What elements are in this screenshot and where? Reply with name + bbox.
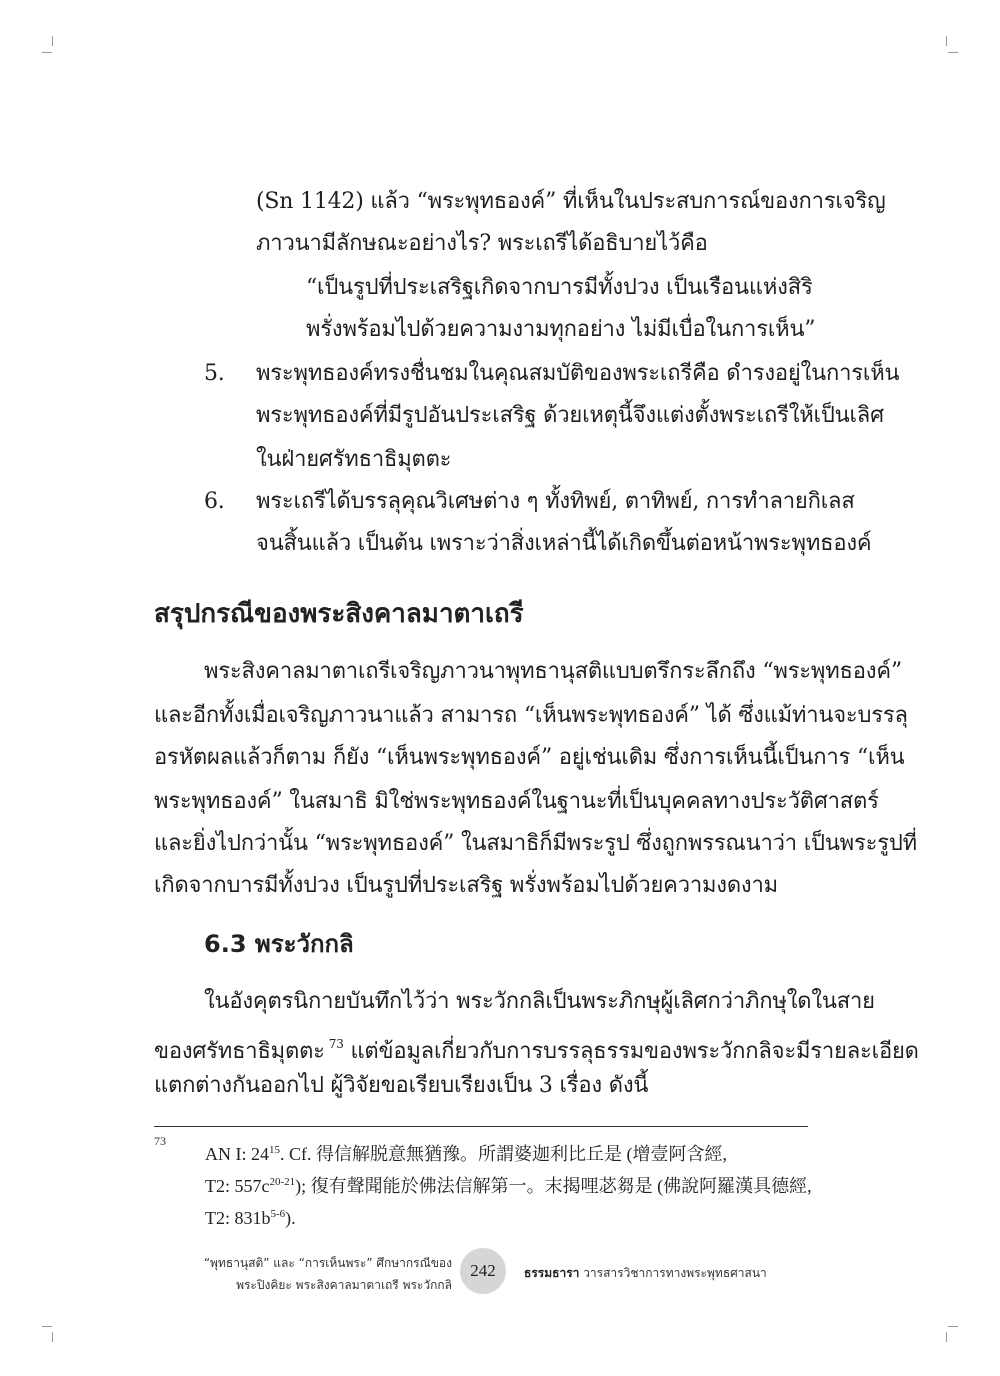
- body-text: แต่ข้อมูลเกี่ยวกับการบรรลุธรรมของพระวักกลิจะมีรายละเอียด: [343, 1039, 919, 1064]
- footnote-line: T2: $557c^{20-21}$); 復有聲聞能於佛法信解第一。末揭哩苾芻是 (佛說阿羅漢具德經,: [205, 1176, 812, 1196]
- footnote-line: AN I: $24^{15}$. Cf. 得信解脱意無猶豫。所謂婆迦利比丘是 (增壹阿含經,: [205, 1144, 727, 1164]
- body-text: ของศรัทธาธิมุตตะ: [154, 1039, 325, 1064]
- body-line: แตกต่างกันออกไป ผู้วิจัยขอเรียบเรียงเป็น 3 เรื่อง ดังนี้: [154, 1073, 649, 1098]
- list-item-line: พระเถรีได้บรรลุคุณวิเศษต่าง ๆ ทั้งทิพย์, ตาทิพย์, การทำลายกิเลส: [256, 489, 855, 514]
- footer-book-title: “พุทธานุสติ” และ “การเห็นพระ” ศึกษากรณีของ: [203, 1256, 452, 1270]
- list-number: 5.: [204, 361, 225, 386]
- list-number: 6.: [204, 489, 225, 514]
- footer-book-authors: พระปิงคิยะ พระสิงคาลมาตาเถรี พระวักกลิ: [236, 1278, 452, 1292]
- body-line: เกิดจากบารมีทั้งปวง เป็นรูปที่ประเสริฐ พรั่งพร้อมไปด้วยความงดงาม: [154, 873, 778, 898]
- body-line: และยิ่งไปกว่านั้น “พระพุทธองค์” ในสมาธิก็มีพระรูป ซึ่งถูกพรรณนาว่า เป็นพระรูปที่: [154, 831, 917, 856]
- footnote-reference[interactable]: 73: [328, 1037, 344, 1051]
- crop-mark: [946, 1332, 947, 1342]
- body-line: และอีกทั้งเมื่อเจริญภาวนาแล้ว สามารถ “เห็นพระพุทธองค์” ได้ ซึ่งแม้ท่านจะบรรลุ: [154, 703, 908, 728]
- quote-line: “เป็นรูปที่ประเสริฐเกิดจากบารมีทั้งปวง เป็นเรือนแห่งสิริ: [306, 275, 813, 300]
- body-line: พระพุทธองค์” ในสมาธิ มิใช่พระพุทธองค์ในฐานะที่เป็นบุคคลทางประวัติศาสตร์: [154, 789, 879, 814]
- body-line: ภาวนามีลักษณะอย่างไร? พระเถรีได้อธิบายไว้คือ: [256, 231, 708, 256]
- list-item-line: ในฝ่ายศรัทธาธิมุตตะ: [256, 447, 452, 472]
- page-number: 242: [470, 1261, 496, 1280]
- body-line: พระสิงคาลมาตาเถรีเจริญภาวนาพุทธานุสติแบบตรึกระลึกถึง “พระพุทธองค์”: [204, 659, 902, 684]
- journal-name: ธรรมธารา: [524, 1266, 580, 1280]
- crop-mark: [42, 1326, 52, 1327]
- list-item-line: จนสิ้นแล้ว เป็นต้น เพราะว่าสิ่งเหล่านี้ได้เกิดขึ้นต่อหน้าพระพุทธองค์: [256, 531, 872, 556]
- footer-journal: [524, 1264, 767, 1283]
- page-number-badge: [460, 1248, 506, 1294]
- subsection-heading: 6.3 พระวักกลิ: [204, 930, 354, 958]
- list-item-line: พระพุทธองค์ที่มีรูปอันประเสริฐ ด้วยเหตุนี้จึงแต่งตั้งพระเถรีให้เป็นเลิศ: [256, 403, 884, 428]
- crop-mark: [948, 1326, 958, 1327]
- footnote-line: T2: $831b^{5-6}$).: [205, 1208, 296, 1228]
- crop-mark: [948, 52, 958, 53]
- body-line: อรหัตผลแล้วก็ตาม ก็ยัง “เห็นพระพุทธองค์” อยู่เช่นเดิม ซึ่งการเห็นนี้เป็นการ “เห็น: [154, 745, 905, 770]
- crop-mark: [52, 36, 53, 46]
- body-line: ในอังคุตรนิกายบันทึกไว้ว่า พระวักกลิเป็นพระภิกษุผู้เลิศกว่าภิกษุใดในสาย: [204, 989, 875, 1014]
- crop-mark: [52, 1332, 53, 1342]
- quote-line: พรั่งพร้อมไปด้วยความงามทุกอย่าง ไม่มีเบื่อในการเห็น”: [306, 317, 816, 342]
- crop-mark: [42, 52, 52, 53]
- crop-mark: [946, 36, 947, 46]
- footnote-divider: [154, 1126, 808, 1127]
- journal-subtitle: วารสารวิชาการทางพระพุทธศาสนา: [579, 1266, 767, 1280]
- list-item-line: พระพุทธองค์ทรงชื่นชมในคุณสมบัติของพระเถรีคือ ดำรงอยู่ในการเห็น: [256, 361, 900, 386]
- body-line: (Sn 1142) แล้ว “พระพุทธองค์” ที่เห็นในประสบการณ์ของการเจริญ: [256, 189, 886, 214]
- footnote-number: 73: [154, 1134, 166, 1148]
- section-heading: สรุปกรณีของพระสิงคาลมาตาเถรี: [154, 599, 524, 629]
